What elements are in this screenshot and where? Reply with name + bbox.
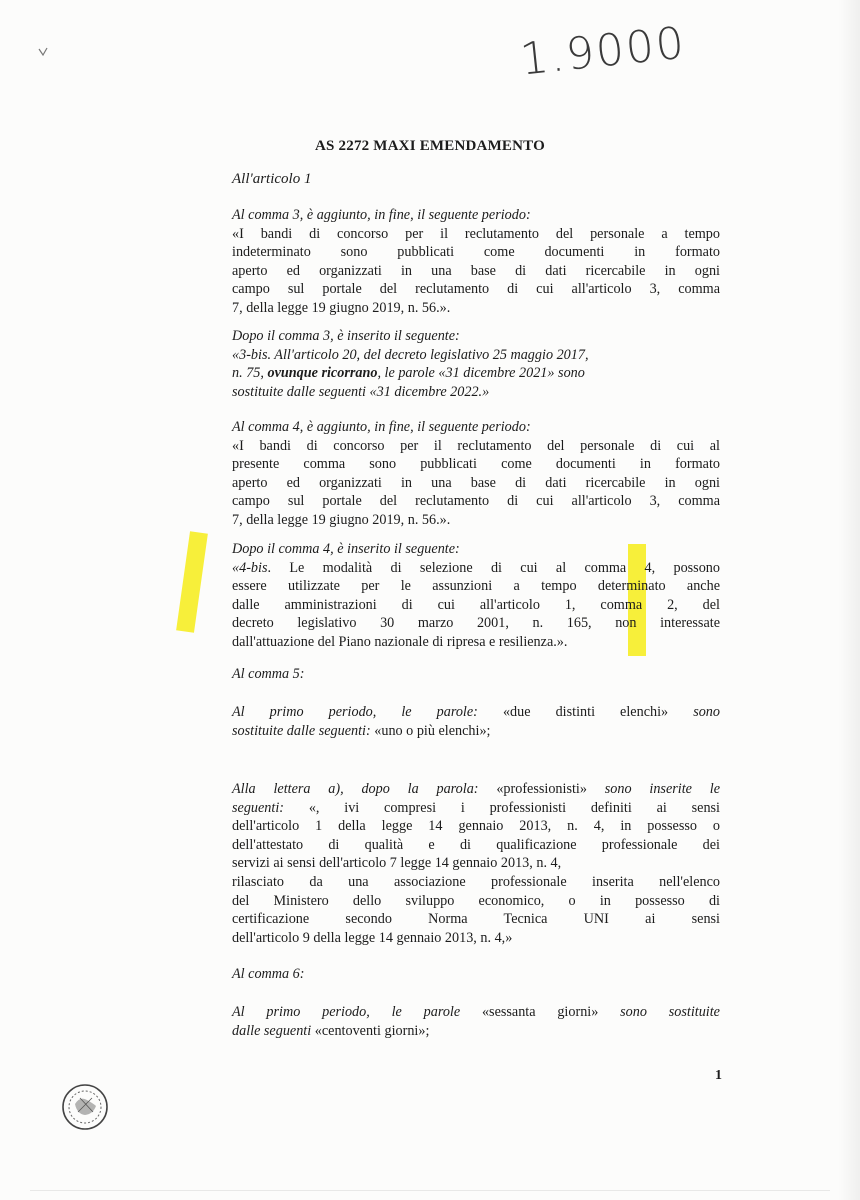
official-stamp-icon xyxy=(60,1082,110,1137)
text-line: essere utilizzate per le assunzioni a tempo determinato anche xyxy=(232,578,720,595)
text-line: certificazione secondo Norma Tecnica UNI ai sensi xyxy=(232,911,720,928)
text-line: decreto legislativo 30 marzo 2001, n. 165, non interessate xyxy=(232,615,720,632)
section-intro: Al comma 3, è aggiunto, in fine, il seguente periodo: xyxy=(232,207,531,223)
text-line: sostituite dalle seguenti «31 dicembre 2022.» xyxy=(232,383,490,400)
section-intro: Dopo il comma 4, è inserito il seguente: xyxy=(232,541,460,557)
text-span: «due distinti elenchi» xyxy=(502,704,694,720)
text-span: Al primo periodo, le parole: xyxy=(232,704,503,720)
text-span: , le parole «31 dicembre 2021» sono xyxy=(377,365,585,382)
section-comma-4 xyxy=(232,418,720,530)
text-span: «professionisti» xyxy=(496,781,605,797)
section-lettera-a xyxy=(232,780,720,947)
text-span: dalle seguenti xyxy=(232,1022,315,1039)
section-after-comma-3 xyxy=(232,327,720,401)
text-line: dell'articolo 1 della legge 14 gennaio 2013, n. 4, in possesso o xyxy=(232,818,720,835)
handwritten-note: 1.9000 xyxy=(517,17,689,86)
section-heading: Al comma 6: xyxy=(232,966,305,982)
text-span: «uno o più elenchi»; xyxy=(374,722,491,739)
section-comma-6 xyxy=(232,965,720,984)
text-line: «I bandi di concorso per il reclutamento del personale di cui al xyxy=(232,437,720,454)
text-line xyxy=(232,780,720,799)
emphasis-span: ovunque ricorrano xyxy=(267,365,378,382)
text-span: n. 75, xyxy=(232,365,268,382)
text-line xyxy=(232,703,720,722)
section-comma-5-text xyxy=(232,703,720,740)
text-span: sono xyxy=(693,704,720,720)
text-span: sostituite dalle seguenti: xyxy=(232,722,375,739)
text-line: dell'attestato di qualità e di qualificazione professionale dei xyxy=(232,836,720,853)
text-span: . Le modalità di selezione di cui al comma 4, possono xyxy=(267,559,720,576)
text-span: «centoventi giorni»; xyxy=(314,1022,430,1039)
text-span: seguenti: xyxy=(232,799,309,816)
text-line: presente comma sono pubblicati come documenti in formato xyxy=(232,456,720,473)
corner-mark-icon xyxy=(38,44,48,62)
text-span: Alla lettera a), dopo la parola: xyxy=(232,781,497,797)
section-comma-3 xyxy=(232,206,720,318)
highlighter-mark-left xyxy=(176,531,208,633)
section-comma-6-text xyxy=(232,1003,720,1040)
section-comma-5 xyxy=(232,665,720,684)
section-intro: Al comma 4, è aggiunto, in fine, il seguente periodo: xyxy=(232,419,531,435)
scan-edge-shadow xyxy=(838,0,860,1200)
text-line: servizi ai sensi dell'articolo 7 legge 14 gennaio 2013, n. 4, xyxy=(232,855,562,872)
text-span: sono sostituite xyxy=(620,1004,720,1020)
page-number: 1 xyxy=(715,1068,722,1083)
text-line: dell'articolo 9 della legge 14 gennaio 2013, n. 4,» xyxy=(232,929,513,946)
text-line: indeterminato sono pubblicati come documenti in formato xyxy=(232,244,720,261)
text-span: «sessanta giorni» xyxy=(481,1004,621,1020)
text-line: dalle amministrazioni di cui all'articolo 1, comma 2, del xyxy=(232,596,720,613)
text-line: dall'attuazione del Piano nazionale di ripresa e resilienza.». xyxy=(232,633,568,650)
text-line xyxy=(232,799,720,818)
text-line xyxy=(232,1022,720,1041)
text-span: «4-bis xyxy=(232,559,268,576)
section-after-comma-4 xyxy=(232,540,720,652)
text-line: campo sul portale del reclutamento di cui all'articolo 3, comma xyxy=(232,281,720,298)
text-line: aperto ed organizzati in una base di dati ricercabile in ogni xyxy=(232,474,720,491)
text-line xyxy=(232,1003,720,1022)
text-line: 7, della legge 19 giugno 2019, n. 56.». xyxy=(232,299,451,316)
text-line: campo sul portale del reclutamento di cui all'articolo 3, comma xyxy=(232,493,720,510)
text-line xyxy=(232,722,720,741)
text-line: «I bandi di concorso per il reclutamento del personale a tempo xyxy=(232,225,720,242)
text-line: aperto ed organizzati in una base di dati ricercabile in ogni xyxy=(232,262,720,279)
text-span: Al primo periodo, le parole xyxy=(232,1004,482,1020)
section-intro: Dopo il comma 3, è inserito il seguente: xyxy=(232,328,460,344)
document-title: AS 2272 MAXI EMENDAMENTO xyxy=(315,138,545,154)
text-line xyxy=(232,364,720,383)
text-span: «, ivi compresi i professionisti definiti ai sensi xyxy=(308,799,720,816)
scan-artifact-line xyxy=(30,1190,830,1191)
article-heading: All'articolo 1 xyxy=(232,171,312,187)
section-heading: Al comma 5: xyxy=(232,666,305,682)
text-line: rilasciato da una associazione professionale inserita nell'elenco xyxy=(232,873,720,890)
text-span: sono inserite le xyxy=(604,781,720,797)
text-line: «3-bis. All'articolo 20, del decreto legislativo 25 maggio 2017, xyxy=(232,346,589,363)
text-line: 7, della legge 19 giugno 2019, n. 56.». xyxy=(232,511,451,528)
text-line xyxy=(232,559,720,578)
text-line: del Ministero dello sviluppo economico, o in possesso di xyxy=(232,892,720,909)
